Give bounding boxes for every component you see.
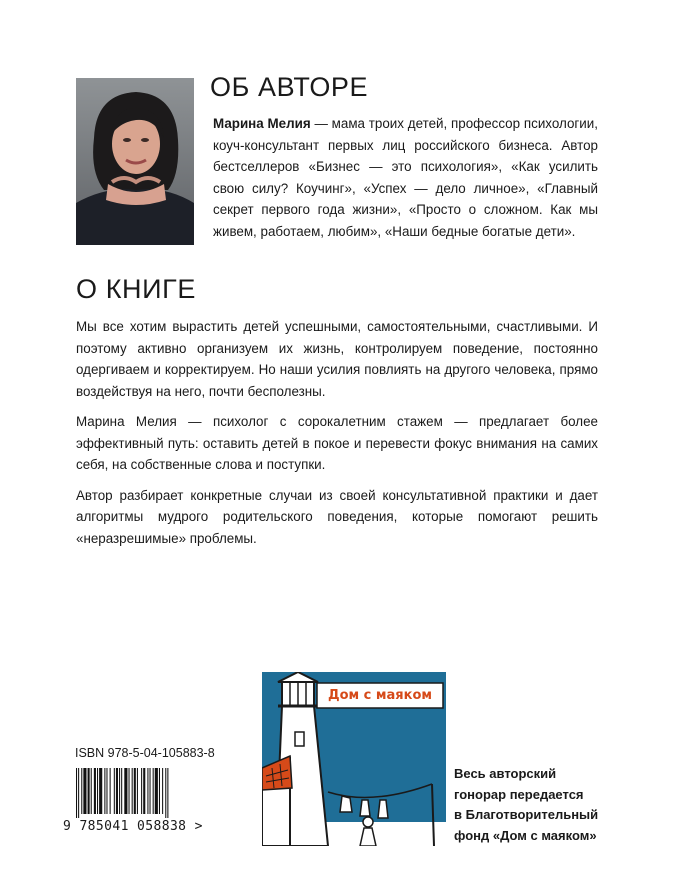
- barcode-bar: [121, 768, 122, 814]
- barcode-digits: 9 785041 058838 >: [63, 819, 203, 834]
- barcode-bar: [137, 768, 138, 814]
- book-paragraph: Марина Мелия — психолог с сорокалетним стажем — предлагает более эффективный путь: оставить детей в покое и перевести фокус внимания на самих себя, на собственные слова и поступки.: [76, 414, 598, 472]
- barcode-bar: [159, 768, 160, 814]
- barcode-bar: [162, 768, 163, 814]
- barcode-bar: [114, 768, 115, 814]
- barcode-bar: [99, 768, 102, 814]
- barcode-bar: [143, 768, 145, 814]
- book-paragraph: Мы все хотим вырастить детей успешными, самостоятельными, счастливыми. И поэтому активно организуем их жизнь, контролируем поведение, постоянно одергиваем и корректируем. Но наши усилия повлиять на другого человека, прямо воздействуя на него, почти бесполезны.: [76, 319, 598, 399]
- barcode-bar: [116, 768, 118, 814]
- barcode-bar: [141, 768, 142, 814]
- barcode-bar: [147, 768, 148, 814]
- barcode-bar: [106, 768, 107, 814]
- barcode-bar: [76, 768, 77, 818]
- charity-line: фонд «Дом с маяком»: [454, 827, 597, 843]
- author-bio: [213, 113, 598, 242]
- author-name: Марина Мелия: [213, 116, 311, 131]
- charity-line: гонорар передается: [454, 786, 584, 802]
- barcode-bar: [88, 768, 90, 814]
- charity-note: [454, 764, 624, 846]
- barcode: [75, 768, 215, 818]
- barcode-bar: [124, 768, 127, 814]
- barcode-bar: [134, 768, 136, 814]
- barcode-bar: [97, 768, 98, 814]
- barcode-bar: [150, 768, 151, 814]
- barcode-bar: [91, 768, 92, 814]
- book-paragraph: Автор разбирает конкретные случаи из своей консультативной практики и дает алгоритмы мудрого родительского поведения, которые помогают решить «неразрешимые» проблемы.: [76, 487, 598, 546]
- barcode-bar: [94, 768, 96, 814]
- charity-line: Весь авторский: [454, 766, 557, 781]
- book-description: [76, 316, 598, 558]
- barcode-bar: [165, 768, 166, 818]
- barcode-bar: [81, 768, 82, 814]
- book-heading: О КНИГЕ: [76, 274, 196, 304]
- barcode-bar: [167, 768, 168, 818]
- barcode-bar: [119, 768, 120, 814]
- author-heading: ОБ АВТОРЕ: [210, 72, 369, 102]
- barcode-bar: [104, 768, 105, 814]
- barcode-bar: [129, 768, 130, 814]
- barcode-bar: [132, 768, 133, 814]
- barcode-bar: [78, 768, 79, 818]
- charity-line: в Благотворительный: [454, 807, 599, 822]
- author-bio-text: — мама троих детей, профессор психологии, коуч-консультант первых лиц российского бизнеса. Автор бестселлеров «Бизнес — это психология», «Как усилить свою силу? Коучинг», «Успех — дело личное», «Главный секрет первого года жизни», «Просто о сложном. Как мы живем, работаем, любим», «Наши бедные богатые дети».: [213, 116, 598, 239]
- barcode-bar: [110, 768, 111, 814]
- author-photo: [76, 78, 194, 245]
- barcode-bar: [83, 768, 86, 814]
- barcode-bar: [155, 768, 158, 814]
- charity-logo-label: Дом с маяком: [327, 688, 433, 703]
- isbn-label: ISBN 978-5-04-105883-8: [75, 746, 215, 760]
- barcode-bar: [153, 768, 154, 814]
